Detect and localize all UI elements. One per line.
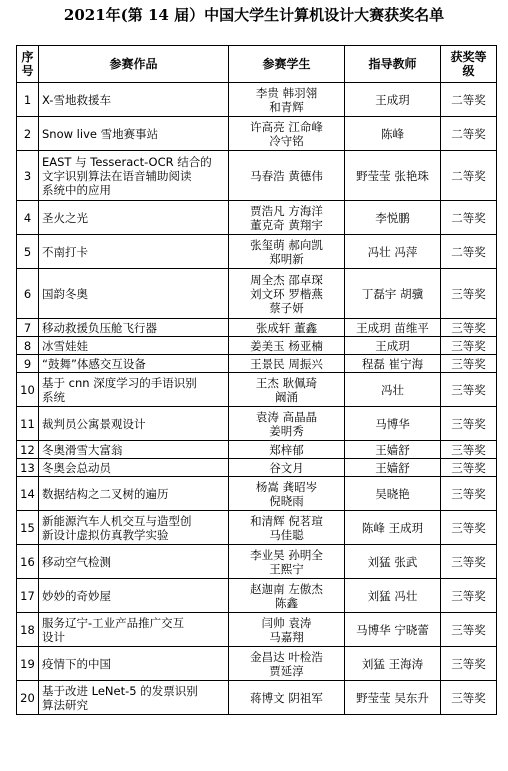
work-title: 移动救援负压舱飞行器	[39, 319, 229, 337]
award-level: 三等奖	[441, 407, 497, 441]
award-level: 三等奖	[441, 269, 497, 319]
table-row	[17, 613, 497, 647]
award-level: 二等奖	[441, 83, 497, 117]
row-number: 12	[17, 441, 39, 459]
students: 张成轩 董鑫	[229, 319, 345, 337]
students: 许高亮 江命峰 冷守铭	[229, 117, 345, 151]
table-row	[17, 579, 497, 613]
award-level: 三等奖	[441, 545, 497, 579]
award-table	[16, 45, 497, 715]
teachers: 王嫱舒	[345, 459, 441, 477]
table-row	[17, 477, 497, 511]
students: 杨嵩 龚昭岑 倪晓雨	[229, 477, 345, 511]
work-title: 基于 cnn 深度学习的手语识别 系统	[39, 373, 229, 407]
students: 马春浩 黄德伟	[229, 151, 345, 201]
row-number: 6	[17, 269, 39, 319]
work-title: 新能源汽车人机交互与造型创 新设计虚拟仿真教学实验	[39, 511, 229, 545]
award-level: 二等奖	[441, 235, 497, 269]
teachers: 吴晓艳	[345, 477, 441, 511]
work-title: 服务辽宁-工业产品推广交互 设计	[39, 613, 229, 647]
row-number: 13	[17, 459, 39, 477]
row-number: 15	[17, 511, 39, 545]
students: 袁涛 高晶晶 姜明秀	[229, 407, 345, 441]
row-number: 3	[17, 151, 39, 201]
students: 蒋博文 阴祖军	[229, 681, 345, 715]
table-row	[17, 151, 497, 201]
teachers: 陈峰 王成玥	[345, 511, 441, 545]
teachers: 马博华 宁晓蕾	[345, 613, 441, 647]
table-row	[17, 681, 497, 715]
teachers: 刘猛 张武	[345, 545, 441, 579]
table-body	[17, 83, 497, 715]
table-row	[17, 647, 497, 681]
row-number: 18	[17, 613, 39, 647]
award-level: 三等奖	[441, 647, 497, 681]
award-level: 三等奖	[441, 441, 497, 459]
header-work: 参赛作品	[39, 46, 229, 83]
students: 张玺萌 郝向凯 郑明新	[229, 235, 345, 269]
students: 李业昊 孙明全 王熙宁	[229, 545, 345, 579]
teachers: 程磊 崔宁海	[345, 355, 441, 373]
teachers: 丁磊宇 胡骥	[345, 269, 441, 319]
award-level: 三等奖	[441, 579, 497, 613]
work-title: “鼓舞”体感交互设备	[39, 355, 229, 373]
row-number: 11	[17, 407, 39, 441]
students: 王杰 耿佩琦 阚涌	[229, 373, 345, 407]
teachers: 冯壮	[345, 373, 441, 407]
header-no: 序 号	[17, 46, 39, 83]
work-title: Snow live 雪地赛事站	[39, 117, 229, 151]
work-title: 不南打卡	[39, 235, 229, 269]
teachers: 刘猛 王海涛	[345, 647, 441, 681]
row-number: 8	[17, 337, 39, 355]
teachers: 马博华	[345, 407, 441, 441]
table-row	[17, 441, 497, 459]
students: 贾浩凡 方海洋 董克奇 黄翔宇	[229, 201, 345, 235]
row-number: 14	[17, 477, 39, 511]
work-title: 裁判员公寓景观设计	[39, 407, 229, 441]
students: 郑梓郁	[229, 441, 345, 459]
header-award: 获奖等 级	[441, 46, 497, 83]
award-level: 二等奖	[441, 201, 497, 235]
work-title: 基于改进 LeNet-5 的发票识别 算法研究	[39, 681, 229, 715]
work-title: EAST 与 Tesseract-OCR 结合的 文字识别算法在语音辅助阅读 系统中的应用	[39, 151, 229, 201]
table-row	[17, 545, 497, 579]
students: 谷文月	[229, 459, 345, 477]
table-row	[17, 355, 497, 373]
work-title: X-雪地救援车	[39, 83, 229, 117]
award-level: 二等奖	[441, 151, 497, 201]
award-level: 三等奖	[441, 681, 497, 715]
work-title: 国韵冬奥	[39, 269, 229, 319]
teachers: 冯壮 冯萍	[345, 235, 441, 269]
row-number: 9	[17, 355, 39, 373]
header-teachers: 指导教师	[345, 46, 441, 83]
table-row	[17, 407, 497, 441]
award-level: 三等奖	[441, 477, 497, 511]
students: 李贵 韩羽翎 和青辉	[229, 83, 345, 117]
award-level: 三等奖	[441, 511, 497, 545]
table-row	[17, 235, 497, 269]
teachers: 王成玥	[345, 337, 441, 355]
work-title: 移动空气检测	[39, 545, 229, 579]
students: 周全杰 邵卓琛 刘文环 罗楷燕 蔡子妍	[229, 269, 345, 319]
award-level: 三等奖	[441, 337, 497, 355]
table-header-row	[17, 46, 497, 83]
header-students: 参赛学生	[229, 46, 345, 83]
award-level: 三等奖	[441, 373, 497, 407]
award-level: 二等奖	[441, 117, 497, 151]
teachers: 李悦鹏	[345, 201, 441, 235]
students: 姜美玉 杨亚楠	[229, 337, 345, 355]
row-number: 19	[17, 647, 39, 681]
table-row	[17, 83, 497, 117]
row-number: 7	[17, 319, 39, 337]
table-row	[17, 459, 497, 477]
page-title: 2021年(第 14 届）中国大学生计算机设计大赛获奖名单	[63, 6, 445, 24]
teachers: 陈峰	[345, 117, 441, 151]
table-row	[17, 269, 497, 319]
teachers: 王成玥	[345, 83, 441, 117]
work-title: 圣火之光	[39, 201, 229, 235]
table-row	[17, 511, 497, 545]
row-number: 2	[17, 117, 39, 151]
row-number: 5	[17, 235, 39, 269]
table-row	[17, 201, 497, 235]
row-number: 1	[17, 83, 39, 117]
award-level: 三等奖	[441, 613, 497, 647]
row-number: 4	[17, 201, 39, 235]
teachers: 王成玥 苗维平	[345, 319, 441, 337]
table-row	[17, 373, 497, 407]
row-number: 16	[17, 545, 39, 579]
work-title: 妙妙的奇妙屋	[39, 579, 229, 613]
table-row	[17, 337, 497, 355]
award-level: 三等奖	[441, 459, 497, 477]
work-title: 数据结构之二叉树的遍历	[39, 477, 229, 511]
teachers: 野莹莹 吴东升	[345, 681, 441, 715]
award-level: 三等奖	[441, 355, 497, 373]
work-title: 冬奥滑雪大富翁	[39, 441, 229, 459]
work-title: 冬奥会总动员	[39, 459, 229, 477]
work-title: 疫情下的中国	[39, 647, 229, 681]
award-level: 三等奖	[441, 319, 497, 337]
students: 赵迦南 左傲杰 陈鑫	[229, 579, 345, 613]
students: 王景民 周振兴	[229, 355, 345, 373]
table-row	[17, 319, 497, 337]
row-number: 17	[17, 579, 39, 613]
table-row	[17, 117, 497, 151]
work-title: 冰雪娃娃	[39, 337, 229, 355]
teachers: 野莹莹 张艳珠	[345, 151, 441, 201]
students: 和清辉 倪茗瑄 马佳聪	[229, 511, 345, 545]
students: 金昌达 叶检浩 贾延淳	[229, 647, 345, 681]
teachers: 刘猛 冯壮	[345, 579, 441, 613]
teachers: 王嫱舒	[345, 441, 441, 459]
students: 闫帅 袁涛 马嘉翔	[229, 613, 345, 647]
row-number: 20	[17, 681, 39, 715]
row-number: 10	[17, 373, 39, 407]
